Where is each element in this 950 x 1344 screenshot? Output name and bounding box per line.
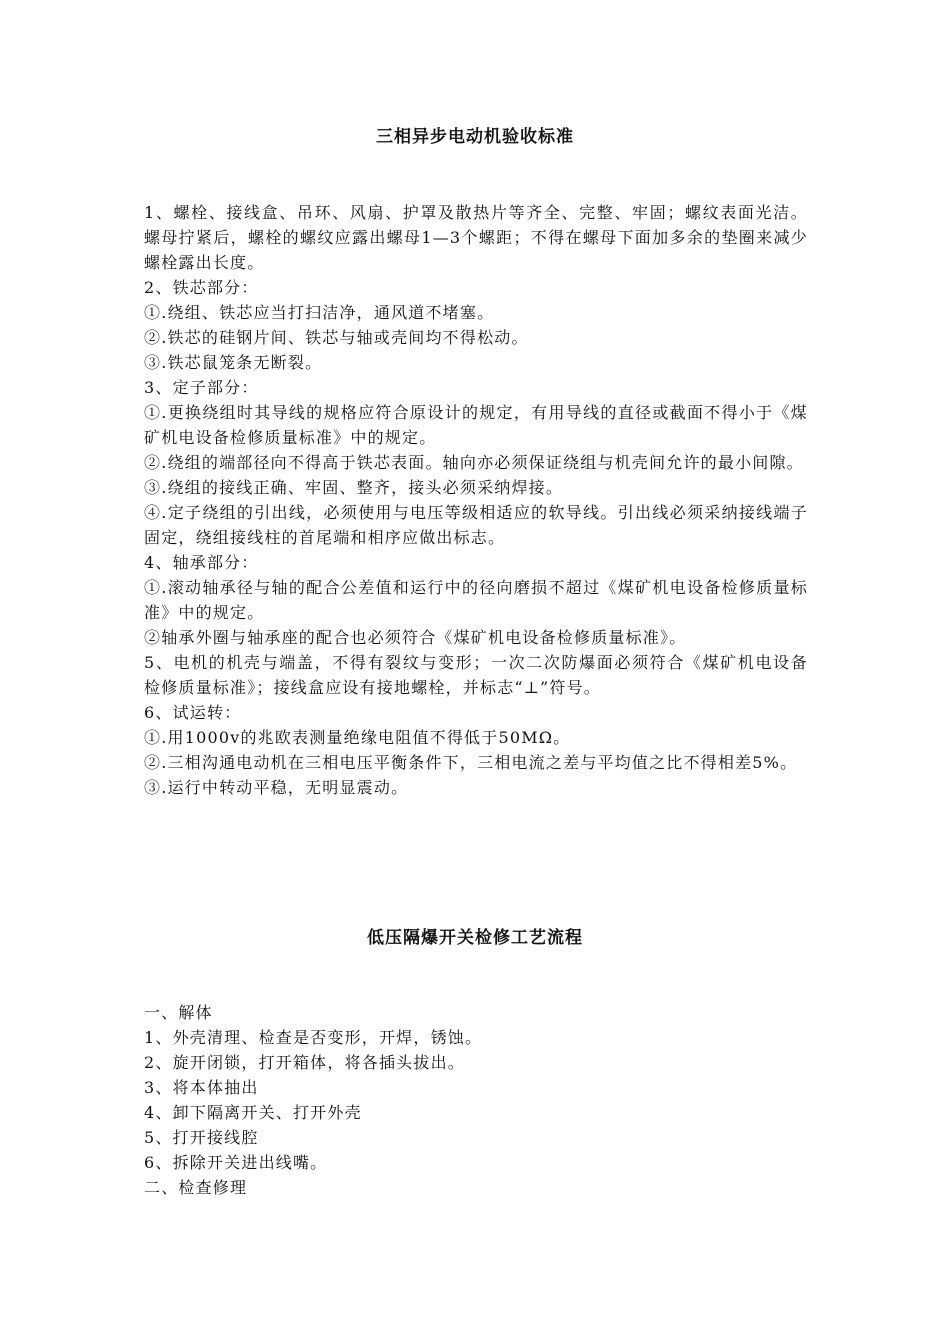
paragraph: ②.铁芯的硅钢片间、铁芯与轴或壳间均不得松动。 [144, 328, 529, 347]
paragraph: 6、拆除开关进出线嘴。 [144, 1153, 328, 1172]
section-body-switch-maintenance [144, 1000, 808, 1200]
paragraph: 4、卸下隔离开关、打开外壳 [144, 1103, 362, 1122]
paragraph: ③.运行中转动平稳，无明显震动。 [144, 778, 409, 797]
paragraph: 1、螺栓、接线盒、吊环、风扇、护罩及散热片等齐全、完整、牢固；螺纹表面光洁。螺母拧紧后，螺栓的螺纹应露出螺母1—3个螺距；不得在螺母下面加多余的垫圈来减少螺栓露出长度。 [144, 203, 808, 272]
paragraph: 1、外壳清理、检查是否变形，开焊，锈蚀。 [144, 1028, 483, 1047]
paragraph: 4、轴承部分： [144, 553, 259, 572]
section-title-switch-maintenance: 低压隔爆开关检修工艺流程 [367, 928, 583, 948]
paragraph: 2、铁芯部分： [144, 278, 259, 297]
section-title-motor-acceptance: 三相异步电动机验收标准 [376, 127, 574, 147]
paragraph: ①.绕组、铁芯应当打扫洁净，通风道不堵塞。 [144, 303, 495, 322]
paragraph: 2、旋开闭锁，打开箱体，将各插头拔出。 [144, 1053, 465, 1072]
paragraph: 3、定子部分： [144, 378, 259, 397]
paragraph: 二、检查修理 [144, 1178, 248, 1197]
paragraph: ③.铁芯鼠笼条无断裂。 [144, 353, 323, 372]
paragraph: 6、试运转： [144, 703, 242, 722]
paragraph: ①.用1000v的兆欧表测量绝缘电阻值不得低于50MΩ。 [144, 728, 571, 747]
paragraph: 3、将本体抽出 [144, 1078, 259, 1097]
paragraph: 5、打开接线腔 [144, 1128, 259, 1147]
paragraph: ②轴承外圈与轴承座的配合也必须符合《煤矿机电设备检修质量标准》。 [144, 628, 687, 647]
paragraph: ③.绕组的接线正确、牢固、整齐，接头必须采纳焊接。 [144, 478, 564, 497]
paragraph: ①.更换绕组时其导线的规格应符合原设计的规定，有用导线的直径或截面不得小于《煤矿机电设备检修质量标准》中的规定。 [144, 403, 808, 447]
paragraph: ②.绕组的端部径向不得高于铁芯表面。轴向亦必须保证绕组与机壳间允许的最小间隙。 [144, 453, 804, 472]
paragraph: ①.滚动轴承径与轴的配合公差值和运行中的径向磨损不超过《煤矿机电设备检修质量标准》中的规定。 [144, 578, 808, 622]
paragraph: 一、解体 [144, 1003, 213, 1022]
paragraph: 5、电机的机壳与端盖，不得有裂纹与变形；一次二次防爆面必须符合《煤矿机电设备检修质量标准》；接线盒应设有接地螺栓，并标志“⊥”符号。 [144, 653, 808, 697]
paragraph: ④.定子绕组的引出线，必须使用与电压等级相适应的软导线。引出线必须采纳接线端子固定，绕组接线柱的首尾端和相序应做出标志。 [144, 503, 808, 547]
paragraph: ②.三相沟通电动机在三相电压平衡条件下，三相电流之差与平均值之比不得相差5%。 [144, 753, 798, 772]
section-body-motor-acceptance [144, 200, 808, 800]
